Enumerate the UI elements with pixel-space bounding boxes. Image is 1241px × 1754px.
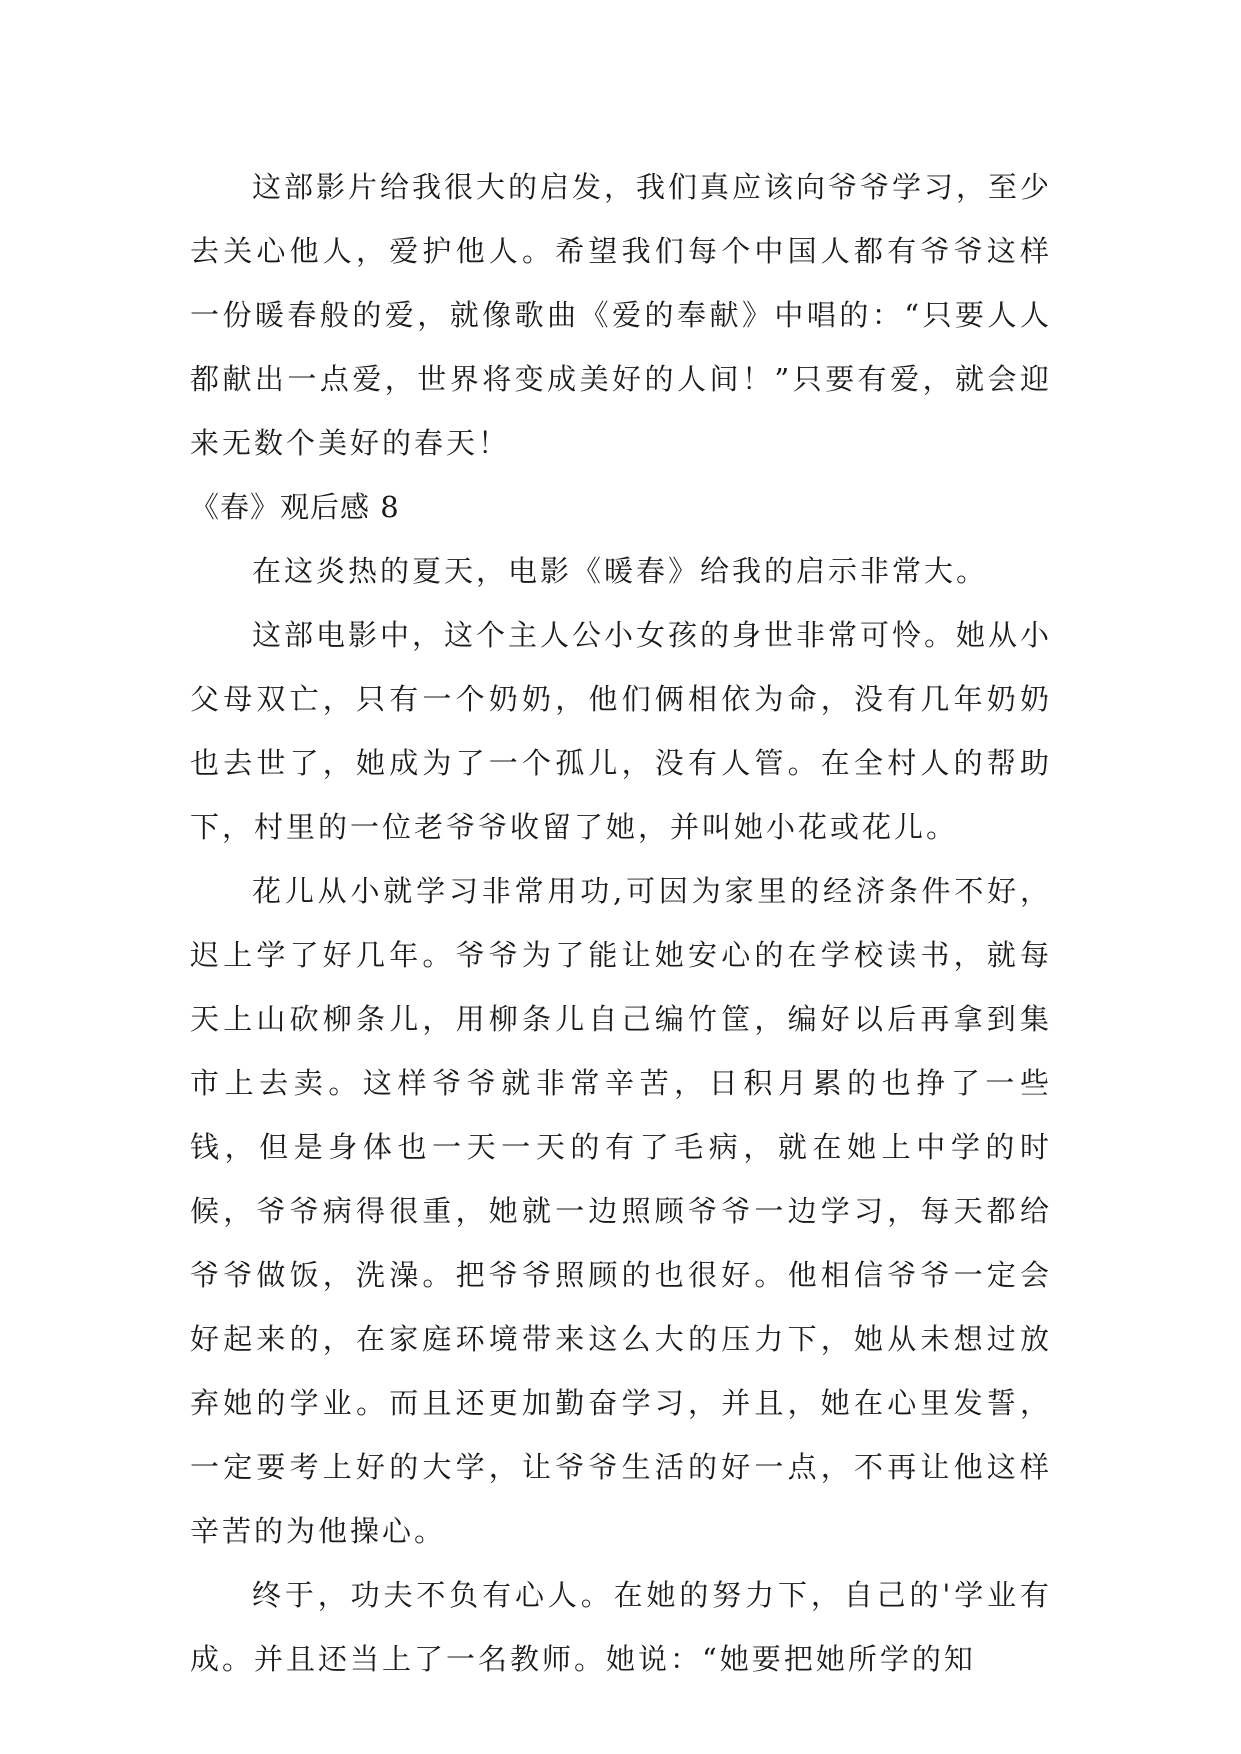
document-body (190, 155, 1052, 1691)
paragraph-4: 花儿从小就学习非常用功,可因为家里的经济条件不好，迟上学了好几年。爷爷为了能让她安心的在学校读书，就每天上山砍柳条儿，用柳条儿自己编竹筐，编好以后再拿到集市上去卖。这样爷爷就非常辛苦，日积月累的也挣了一些钱，但是身体也一天一天的有了毛病，就在她上中学的时候，爷爷病得很重，她就一边照顾爷爷一边学习，每天都给爷爷做饭，洗澡。把爷爷照顾的也很好。他相信爷爷一定会好起来的，在家庭环境带来这么大的压力下，她从未想过放弃她的学业。而且还更加勤奋学习，并且，她在心里发誓，一定要考上好的大学，让爷爷生活的好一点，不再让他这样辛苦的为他操心。 (190, 874, 1052, 1548)
paragraph-3: 这部电影中，这个主人公小女孩的身世非常可怜。她从小父母双亡，只有一个奶奶，他们俩相依为命，没有几年奶奶也去世了，她成为了一个孤儿，没有人管。在全村人的帮助下，村里的一位老爷爷收留了她，并叫她小花或花儿。 (190, 618, 1053, 844)
paragraph-1: 这部影片给我很大的启发，我们真应该向爷爷学习，至少去关心他人，爱护他人。希望我们每个中国人都有爷爷这样一份暖春般的爱，就像歌曲《爱的奉献》中唱的：“只要人人都献出一点爱，世界将变成美好的人间！”只要有爱，就会迎来无数个美好的春天！ (190, 170, 1053, 460)
paragraph-2: 在这炎热的夏天，电影《暖春》给我的启示非常大。 (252, 554, 989, 588)
paragraph-5: 终于，功夫不负有心人。在她的努力下，自己的'学业有成。并且还当上了一名教师。她说：“她要把她所学的知 (190, 1578, 1052, 1676)
section-heading: 《春》观后感 8 (190, 490, 400, 524)
